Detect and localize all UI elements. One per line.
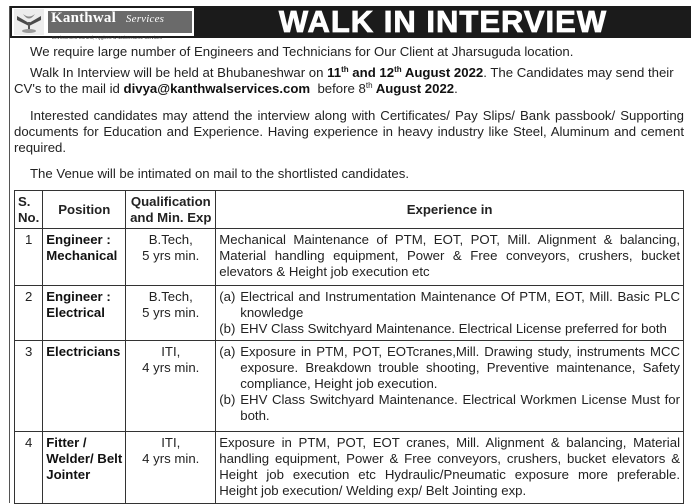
table-row <box>15 341 684 432</box>
header-experience: Experience in <box>216 191 684 229</box>
intro-paragraph-schedule: Walk In Interview will be held at Bhubaneshwar on 11th and 12th August 2022. The Candidates may send their CV's to the mail id divya@kanthwalservices.com before 8th August 2022. <box>14 65 674 96</box>
table-row <box>15 432 684 504</box>
logo-tagline: Environment Control, Hygiene & Maintenance Services <box>52 35 162 40</box>
header-qualification: Qualification and Min. Exp <box>126 191 216 229</box>
logo-wordmark <box>48 11 192 33</box>
cv-deadline: August 2022 <box>372 81 455 96</box>
row-sno: 2 <box>15 286 43 341</box>
contact-email: divya@kanthwalservices.com <box>123 81 311 96</box>
row-position: Electricians <box>43 341 126 432</box>
experience-item: (b) EHV Class Switchyard Maintenance. Electrical License preferred for both <box>219 321 667 336</box>
row-sno: 3 <box>15 341 43 432</box>
intro-paragraph-documents: Interested candidates may attend the interview along with Certificates/ Pay Slips/ Bank passbook/ Supporting documents for Education and Experience. Having experience in heavy industry like Steel, Aluminum and cement required. <box>14 108 684 155</box>
row-position: Engineer : Mechanical <box>43 229 126 286</box>
row-experience: Mechanical Maintenance of PTM, EOT, POT, Mill. Alignment & balancing, Material handling equipment, Power & Free conveyors, crushers, bucket elevators & Height job execution etc <box>216 229 684 286</box>
intro-paragraph-requirement: We require large number of Engineers and Technicians for Our Client at Jharsuguda location. <box>30 44 574 59</box>
row-sno: 1 <box>15 229 43 286</box>
company-logo <box>12 8 194 40</box>
header-position: Position <box>43 191 126 229</box>
table-row <box>15 229 684 286</box>
row-qualification: B.Tech, 5 yrs min. <box>126 286 216 341</box>
positions-table <box>14 190 684 504</box>
row-experience <box>216 286 684 341</box>
table-header-row <box>15 191 684 229</box>
row-experience: Exposure in PTM, POT, EOT cranes, Mill. Alignment & balancing, Material handling equipment, Power & Free conveyors, crushers, bucket elevators & Height job execution etc Hydraulic/Pneumatic exposure more preferable. Height job execution/ Welding exp/ Belt Jointing exp. <box>216 432 684 504</box>
row-position: Engineer : Electrical <box>43 286 126 341</box>
experience-item: (b) EHV Class Switchyard Maintenance. Electrical Workmen License Must for both. <box>219 392 680 423</box>
row-qualification: B.Tech, 5 yrs min. <box>126 229 216 286</box>
tree-emblem-icon <box>14 9 44 35</box>
logo-suffix: Services <box>125 13 165 25</box>
row-qualification: ITI, 4 yrs min. <box>126 432 216 504</box>
row-position: Fitter / Welder/ Belt Jointer <box>43 432 126 504</box>
row-qualification: ITI, 4 yrs min. <box>126 341 216 432</box>
page-border-left <box>9 6 10 503</box>
header-sno: S. No. <box>15 191 43 229</box>
row-sno: 4 <box>15 432 43 504</box>
row-experience <box>216 341 684 432</box>
experience-item: (a) Electrical and Instrumentation Maintenance Of PTM, EOT, Mill. Basic PLC knowledge <box>219 289 680 320</box>
logo-name: Kanthwal <box>51 10 116 26</box>
page-title: WALK IN INTERVIEW <box>278 4 608 39</box>
experience-item: (a) Exposure in PTM, POT, EOTcranes,Mill. Drawing study, instruments MCC exposure. Breakdown trouble shooting, Preventive maintenance, Safety compliance, Height job execution. <box>219 344 680 391</box>
table-row <box>15 286 684 341</box>
intro-paragraph-venue: The Venue will be intimated on mail to the shortlisted candidates. <box>30 166 409 181</box>
interview-dates: 11th and 12th August 2022 <box>327 65 484 80</box>
